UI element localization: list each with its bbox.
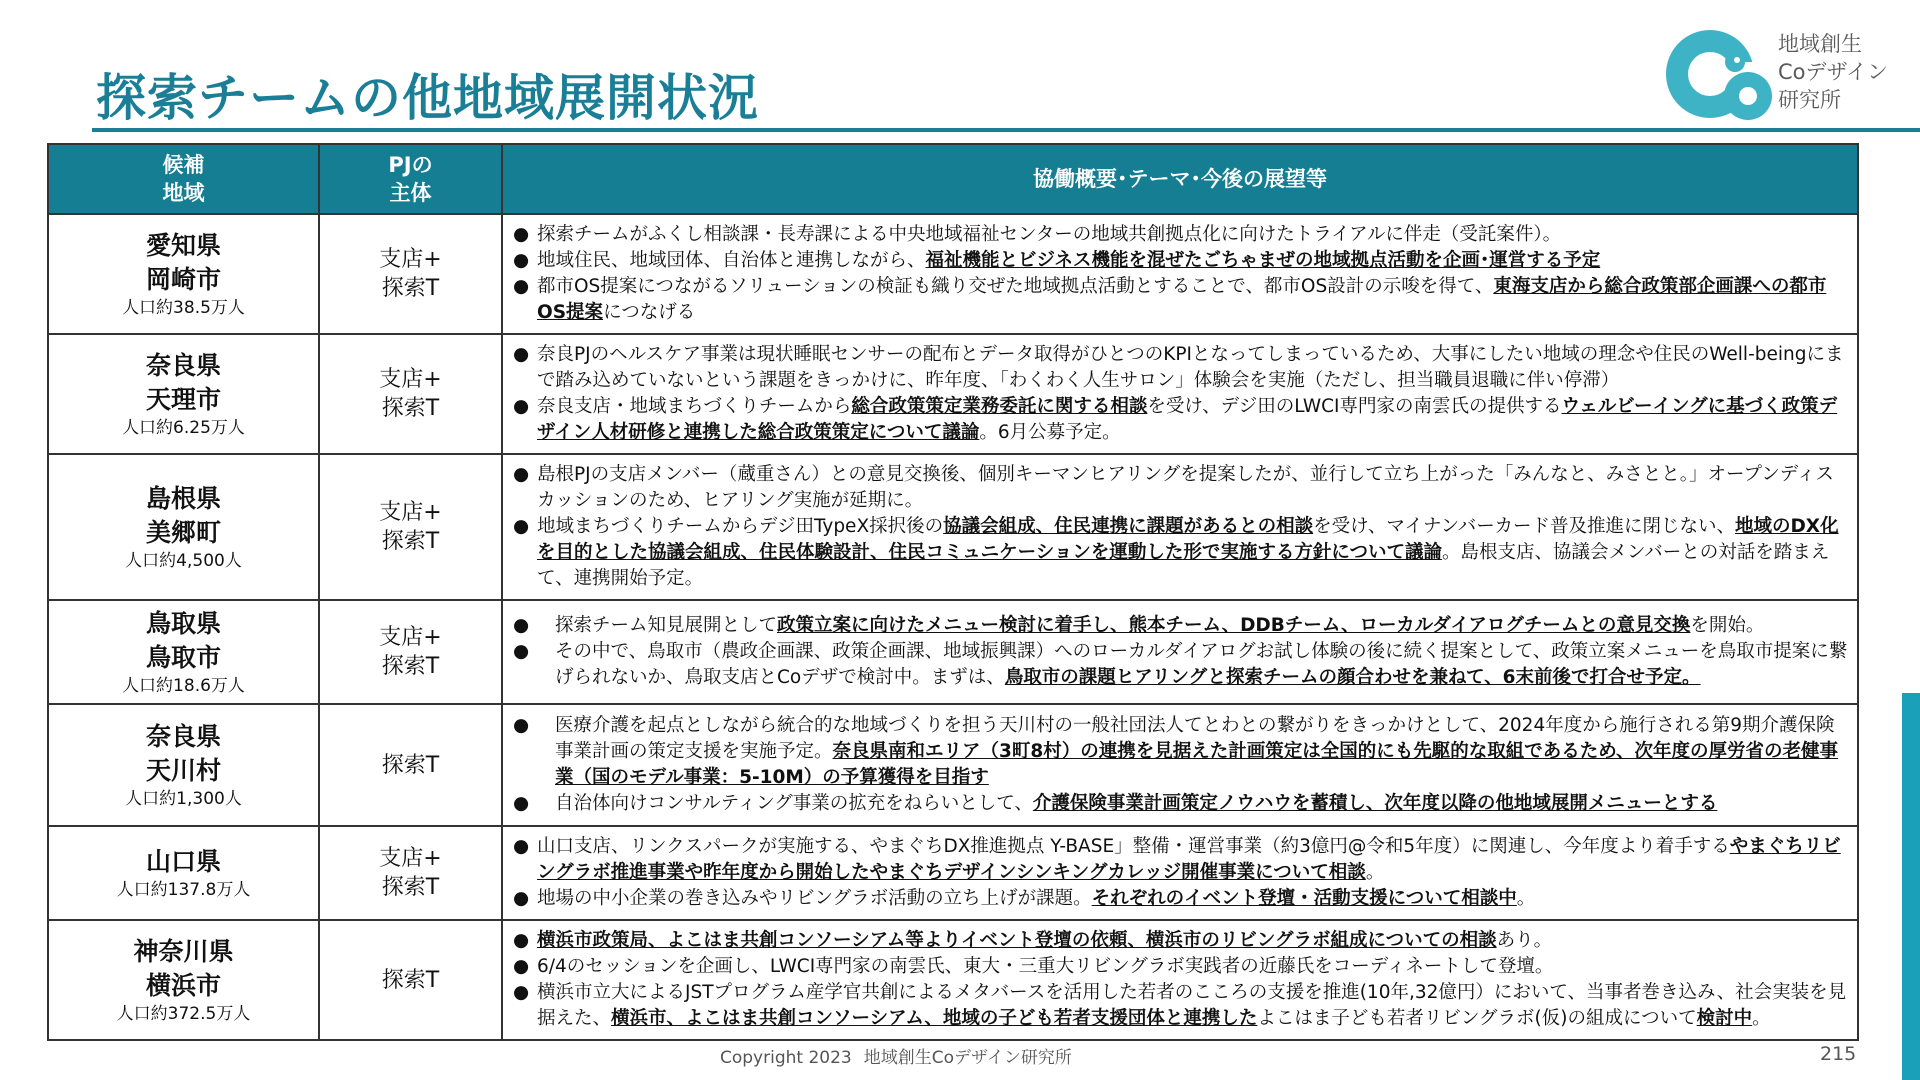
city-name: 美郷町 — [145, 518, 221, 547]
list-item: ● 医療介護を起点としながら統合的な地域づくりを担う天川村の一般社団法人てとわとの繋がりをきっかけとして、2024年度から施行される第9期介護保険事業計画の策定支援を実施予定。奈良県南和エリア（3町8村）の連携を見据えた計画策定は全国的にも先駆的な取組であるため、次年度の厚労省の老健事業（国のモデル事業：5-10M）の予算獲得を目指す — [513, 715, 1839, 788]
prefecture-name: 島根県 — [145, 484, 221, 513]
population: 人口約372.5万人 — [116, 1004, 251, 1024]
title-underline — [92, 128, 1920, 132]
overview-cell — [502, 334, 1858, 454]
city-name: 天川村 — [145, 756, 221, 785]
overview-cell — [502, 826, 1858, 920]
list-item: ● 山口支店、リンクスパークが実施する、やまぐちDX推進拠点 Y-BASE」整備・運営事業（約3億円@令和5年度）に関連し、今年度より着手するやまぐちリビングラボ推進事業や昨年度から開始したやまぐちデザインシンキングカレッジ開催事業について相談。 — [513, 836, 1841, 883]
city-name: 鳥取市 — [145, 643, 221, 672]
region-cell — [48, 704, 319, 826]
logo-text: 地域創生 Coデザイン 研究所 — [1778, 32, 1889, 112]
pj-owner-cell: 支店+ 探索T — [319, 454, 502, 600]
overview-cell — [502, 704, 1858, 826]
region-cell — [48, 334, 319, 454]
city-name: 岡崎市 — [145, 265, 221, 294]
prefecture-name: 奈良県 — [145, 722, 221, 751]
header-candidate-region: 候補 地域 — [48, 144, 319, 214]
population: 人口約6.25万人 — [122, 418, 245, 438]
prefecture-name: 神奈川県 — [133, 937, 234, 966]
list-item: ● 地域住民、地域団体、自治体と連携しながら、福祉機能とビジネス機能を混ぜたごちゃまぜの地域拠点活動を企画･運営する予定 — [513, 250, 1601, 271]
population: 人口約1,300人 — [125, 789, 242, 809]
list-item: ● その中で、鳥取市（農政企画課、政策企画課、地域振興課）へのローカルダイアログお試し体験の後に続く提案として、政策立案メニューを鳥取市提案に繋げられないか、鳥取支店とCoデザで検討中。まずは、鳥取市の課題ヒアリングと探索チームの顔合わせを兼ねて、6末前後で打合せ予定。 — [513, 641, 1848, 688]
table-row — [48, 826, 1858, 920]
population: 人口約137.8万人 — [116, 880, 251, 900]
table-row — [48, 704, 1858, 826]
region-cell — [48, 214, 319, 334]
pj-owner-cell: 支店+ 探索T — [319, 600, 502, 704]
table-header-row — [48, 144, 1858, 214]
region-cell — [48, 454, 319, 600]
list-item: ● 島根PJの支店メンバー（蔵重さん）との意見交換後、個別キーマンヒアリングを提案したが、並行して立ち上がった「みんなと、みさとと。」オープンディスカッションのため、ヒアリング実施が延期に。 — [513, 464, 1834, 511]
list-item: ● 探索チーム知見展開として政策立案に向けたメニュー検討に着手し、熊本チーム、DDBチーム、ローカルダイアログチームとの意見交換を開始。 — [513, 615, 1765, 636]
page-title: 探索チームの他地域展開状況 — [96, 69, 759, 127]
pj-owner-cell: 探索T — [319, 920, 502, 1040]
overview-cell — [502, 920, 1858, 1040]
page-number: 215 — [1820, 1043, 1857, 1065]
pj-owner-cell: 支店+ 探索T — [319, 334, 502, 454]
header-overview: 協働概要･テーマ･今後の展望等 — [502, 144, 1858, 214]
population: 人口約38.5万人 — [122, 298, 245, 318]
list-item: ● 6/4のセッションを企画し、LWCI専門家の南雲氏、東大・三重大リビングラボ実践者の近藤氏をコーディネートして登壇。 — [513, 956, 1554, 977]
prefecture-name: 山口県 — [145, 847, 221, 876]
city-name: 天理市 — [145, 385, 221, 414]
list-item: ● 自治体向けコンサルティング事業の拡充をねらいとして、介護保険事業計画策定ノウハウを蓄積し、次年度以降の他地域展開メニューとする — [513, 793, 1718, 814]
prefecture-name: 鳥取県 — [145, 609, 221, 638]
table-row — [48, 600, 1858, 704]
overview-cell — [502, 600, 1858, 704]
population: 人口約4,500人 — [125, 551, 242, 571]
footer-copyright: Copyright 2023 地域創生Coデザイン研究所 — [720, 1048, 1072, 1068]
list-item: ● 横浜市立大によるJSTプログラム産学官共創によるメタバースを活用した若者のこころの支援を推進(10年,32億円）において、当事者巻き込み、社会実装を見据えた、横浜市、よこはま共創コンソーシアム、地域の子ども若者支援団体と連携したよこはま子ども若者リビングラボ(仮)の組成について検討中。 — [513, 982, 1847, 1029]
list-item: ● 探索チームがふくし相談課・長寿課による中央地域福祉センターの地域共創拠点化に向けたトライアルに伴走（受託案件）。 — [513, 224, 1562, 245]
region-cell — [48, 826, 319, 920]
list-item: ● 都市OS提案につながるソリューションの検証も織り交ぜた地域拠点活動とすることで、都市OS設計の示唆を得て、東海支店から総合政策部企画課への都市OS提案につなげる — [513, 276, 1827, 323]
prefecture-name: 愛知県 — [145, 231, 221, 260]
population: 人口約18.6万人 — [122, 676, 245, 696]
list-item: ● 地場の中小企業の巻き込みやリビングラボ活動の立ち上げが課題。それぞれのイベント登壇・活動支援について相談中。 — [513, 888, 1536, 909]
prefecture-name: 奈良県 — [145, 351, 221, 380]
list-item: ● 横浜市政策局、よこはま共創コンソーシアム等よりイベント登壇の依頼、横浜市のリビングラボ組成についての相談あり。 — [513, 930, 1553, 951]
list-item: ● 奈良支店・地域まちづくりチームから総合政策策定業務委託に関する相談を受け、デジ田のLWCI専門家の南雲氏の提供するウェルビーイングに基づく政策デザイン人材研修と連携した総合政策策定について議論。6月公募予定。 — [513, 396, 1838, 443]
table-row — [48, 920, 1858, 1040]
header-pj-owner: PJの 主体 — [319, 144, 502, 214]
pj-owner-cell: 支店+ 探索T — [319, 826, 502, 920]
table-row — [48, 334, 1858, 454]
list-item: ● 奈良PJのヘルスケア事業は現状睡眠センサーの配布とデータ取得がひとつのKPIとなってしまっているため、大事にしたい地域の理念や住民のWell-beingにまで踏み込めていないという課題をきっかけに、昨年度、「わくわく人生サロン」体験会を実施（ただし、担当職員退職に伴い停滞） — [513, 344, 1844, 391]
table-row — [48, 214, 1858, 334]
region-cell — [48, 920, 319, 1040]
pj-owner-cell: 支店+ 探索T — [319, 214, 502, 334]
region-cell — [48, 600, 319, 704]
region-table — [47, 143, 1859, 1041]
side-accent-bar — [1902, 693, 1920, 1080]
city-name: 横浜市 — [145, 971, 221, 1000]
overview-cell — [502, 454, 1858, 600]
table-row — [48, 454, 1858, 600]
list-item: ● 地域まちづくりチームからデジ田TypeX採択後の協議会組成、住民連携に課題があるとの相談を受け、マイナンバーカード普及推進に閉じない、地域のDX化を目的とした協議会組成、住民体験設計、住民コミュニケーションを運動した形で実施する方針について議論。島根支店、協議会メンバーとの対話を踏まえて、連携開始予定。 — [513, 516, 1839, 589]
overview-cell — [502, 214, 1858, 334]
pj-owner-cell: 探索T — [319, 704, 502, 826]
